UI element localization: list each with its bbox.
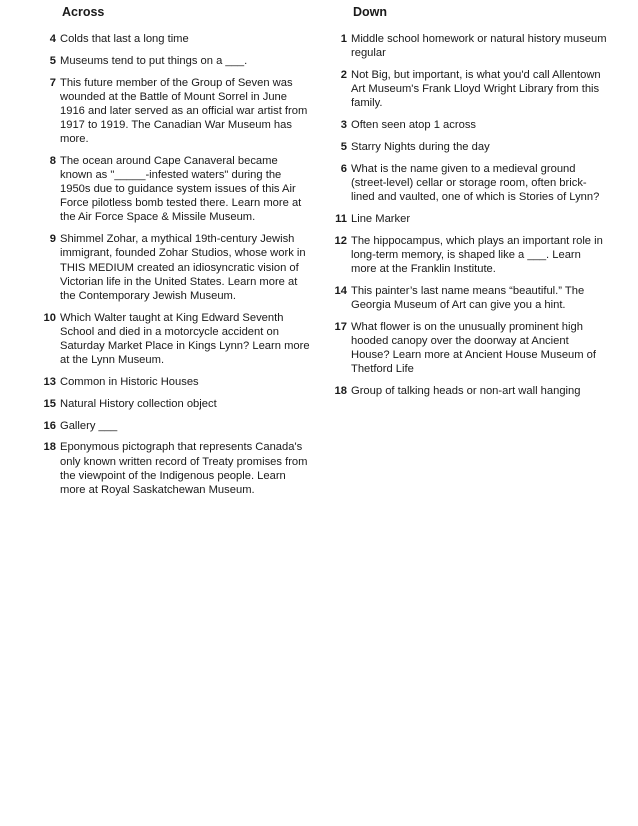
clue-down-1 [331, 32, 607, 60]
clue-down-17 [331, 320, 607, 376]
clue-down-11 [331, 212, 607, 226]
clue-across-10 [40, 311, 310, 367]
clue-number: 2 [340, 68, 347, 81]
clue-number: 16 [43, 419, 56, 432]
clue-down-18 [331, 384, 607, 398]
clue-across-5 [40, 54, 310, 68]
clue-text: Which Walter taught at King Edward Seventh School and died in a motorcycle accident on Saturday Market Place in Kings Lynn? Learn more at the Lynn Museum. [60, 311, 310, 366]
across-column [40, 4, 310, 505]
clue-across-7 [40, 76, 310, 146]
clue-number: 13 [43, 375, 56, 388]
clue-down-3 [331, 118, 607, 132]
clue-down-2 [331, 68, 607, 110]
across-heading: Across [62, 5, 105, 19]
clue-text: What is the name given to a medieval ground (street-level) cellar or storage room, often brick-lined and vaulted, one of which is Stories of Lynn? [351, 162, 600, 204]
clue-text: What flower is on the unusually prominent high hooded canopy over the doorway at Ancient House? Learn more at Ancient House Museum of Thetford Life [351, 320, 597, 376]
clue-across-4 [40, 32, 310, 46]
clue-number: 10 [43, 311, 56, 324]
clue-across-18 [40, 440, 310, 496]
clue-down-6 [331, 162, 607, 204]
clue-across-13 [40, 375, 310, 389]
clue-text: This future member of the Group of Seven was wounded at the Battle of Mount Sorrel in June 1916 and later served as an official war artist from 1917 to 1919. The Canadian War Museum has more. [60, 76, 308, 146]
down-column [331, 4, 607, 406]
clue-text: Starry Nights during the day [351, 140, 490, 153]
clue-text: Not Big, but important, is what you'd call Allentown Art Museum's Frank Lloyd Wright Library from this family. [351, 68, 601, 110]
clue-text: Gallery ___ [60, 419, 118, 432]
clue-number: 12 [334, 234, 347, 247]
clue-down-12 [331, 234, 607, 276]
clue-number: 3 [340, 119, 347, 132]
clue-number: 15 [43, 397, 56, 410]
clue-number: 17 [334, 320, 347, 333]
clue-number: 8 [49, 155, 56, 168]
clue-text: Line Marker [351, 212, 411, 225]
clue-text: Common in Historic Houses [60, 375, 199, 388]
clue-text: Museums tend to put things on a ___. [60, 54, 248, 67]
clue-number: 18 [43, 441, 56, 454]
clue-text: Often seen atop 1 across [351, 119, 477, 132]
clue-text: Middle school homework or natural history museum regular [351, 33, 607, 60]
clue-text: The hippocampus, which plays an important role in long-term memory, is shaped like a ___. Learn more at the Franklin Institute. [351, 234, 603, 275]
clue-number: 9 [49, 233, 56, 246]
clue-down-5 [331, 140, 607, 154]
clue-text: The ocean around Cape Canaveral became known as "_____-infested waters" during the 1950s due to guidance system issues of this Air Force pilotless bomb tested there. Learn more at the Air Force Space & Missile Museum. [60, 155, 302, 224]
clue-number: 18 [334, 385, 347, 398]
clue-across-9 [40, 232, 310, 302]
clue-text: Group of talking heads or non-art wall hanging [351, 385, 581, 398]
clue-number: 7 [49, 76, 56, 89]
clue-number: 6 [340, 162, 347, 175]
clue-across-8 [40, 154, 310, 224]
clue-down-14 [331, 284, 607, 312]
clue-text: Eponymous pictograph that represents Canada's only known written record of Treaty promises from the viewpoint of the Indigenous people. Learn more at Royal Saskatchewan Museum. [60, 441, 308, 496]
clue-text: This painter’s last name means “beautiful.” The Georgia Museum of Art can give you a hint. [351, 284, 585, 311]
clue-across-16 [40, 419, 310, 433]
clue-number: 14 [334, 284, 347, 297]
clue-text: Colds that last a long time [60, 33, 189, 45]
clue-number: 1 [340, 33, 347, 45]
clue-number: 5 [340, 140, 347, 153]
clue-number: 5 [49, 54, 56, 67]
clue-across-15 [40, 397, 310, 411]
clue-number: 4 [49, 33, 56, 45]
down-heading: Down [353, 5, 388, 19]
clue-text: Shimmel Zohar, a mythical 19th-century Jewish immigrant, founded Zohar Studios, whose work in THIS MEDIUM created an idiosyncratic vision of Victorian life in the United States. Learn more at the Contemporary Jewish Museum. [60, 233, 306, 302]
clue-text: Natural History collection object [60, 397, 217, 410]
clue-number: 11 [335, 212, 347, 225]
